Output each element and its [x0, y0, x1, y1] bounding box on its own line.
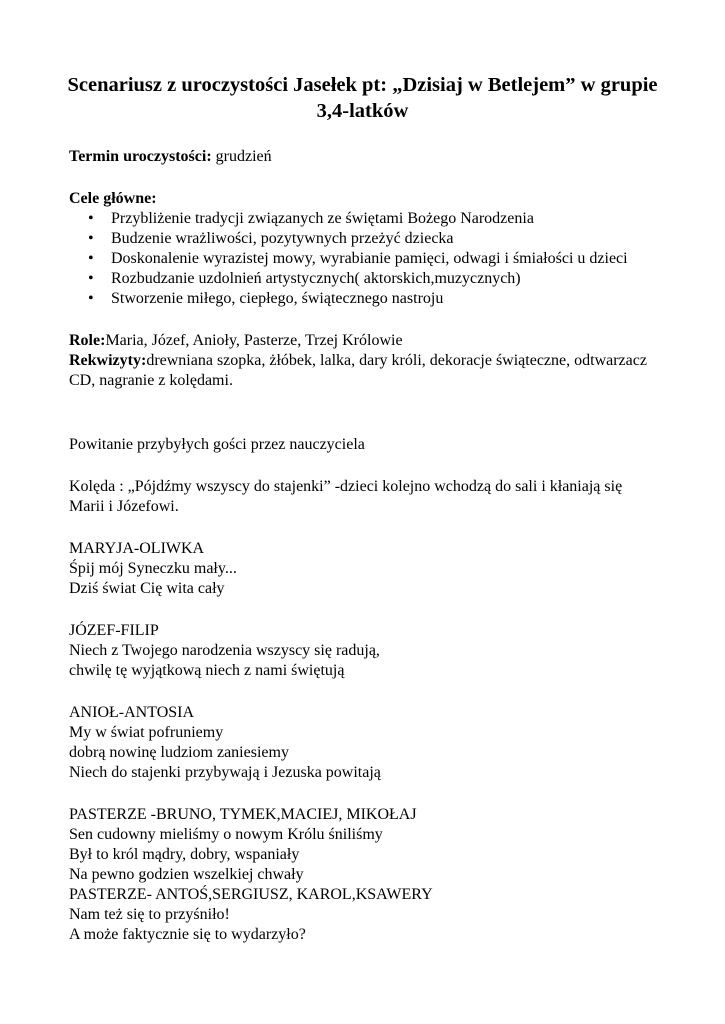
- list-item: • Przybliżenie tradycji związanych ze świętami Bożego Narodzenia: [69, 209, 659, 229]
- rekwizyty-label: Rekwizyty:: [69, 352, 147, 369]
- verse-line: Niech z Twojego narodzenia wszyscy się radują,: [69, 642, 380, 659]
- document-body: [69, 147, 659, 945]
- verse-line: Na pewno godzien wszelkiej chwały: [69, 866, 304, 883]
- verse-line: Śpij mój Syneczku mały...: [69, 560, 237, 577]
- list-item: • Rozbudzanie uzdolnień artystycznych( aktorskich,muzycznych): [69, 269, 659, 289]
- verse-line: dobrą nowinę ludziom zaniesiemy: [69, 744, 289, 761]
- verse-line: My w świat pofruniemy: [69, 724, 224, 741]
- termin-label: Termin uroczystości:: [69, 148, 212, 165]
- termin-line: [69, 147, 659, 167]
- role-line: [69, 331, 659, 351]
- verse-line: Dziś świat Cię wita cały: [69, 580, 225, 597]
- cele-heading: Cele główne:: [69, 190, 157, 207]
- list-item: • Stworzenie miłego, ciepłego, świątecznego nastroju: [69, 289, 659, 309]
- role-value: Maria, Józef, Anioły, Pasterze, Trzej Królowie: [105, 332, 403, 349]
- speaker-name: PASTERZE- ANTOŚ,SERGIUSZ, KAROL,KSAWERY: [69, 886, 433, 903]
- rekwizyty-line: [69, 351, 659, 391]
- verse-line: Sen cudowny mieliśmy o nowym Królu śniliśmy: [69, 826, 383, 843]
- verse-line: A może faktycznie się to wydarzyło?: [69, 926, 306, 943]
- verse-line: Był to król mądry, dobry, wspaniały: [69, 846, 300, 863]
- termin-value: grudzień: [211, 148, 272, 165]
- powitanie-line: Powitanie przybyłych gości przez nauczyciela: [69, 436, 365, 453]
- verse-line: chwilę tę wyjątkową niech z nami świętują: [69, 662, 345, 679]
- list-item: • Budzenie wrażliwości, pozytywnych przeżyć dziecka: [69, 229, 659, 249]
- speaker-name: JÓZEF-FILIP: [69, 622, 159, 639]
- speaker-name: ANIOŁ-ANTOSIA: [69, 704, 195, 721]
- speaker-name: MARYJA-OLIWKA: [69, 540, 205, 557]
- speaker-name: PASTERZE -BRUNO, TYMEK,MACIEJ, MIKOŁAJ: [69, 806, 417, 823]
- rekwizyty-value: drewniana szopka, żłóbek, lalka, dary króli, dekoracje świąteczne, odtwarzacz CD, nagranie z kolędami.: [69, 352, 647, 389]
- cele-list: [69, 209, 659, 309]
- list-item: • Doskonalenie wyrazistej mowy, wyrabianie pamięci, odwagi i śmiałości u dzieci: [69, 249, 659, 269]
- role-label: Role:: [69, 332, 106, 349]
- koleda-line: Kolęda : „Pójdźmy wszyscy do stajenki” -dzieci kolejno wchodzą do sali i kłaniają się Marii i Józefowi.: [69, 478, 623, 515]
- document-title: Scenariusz z uroczystości Jasełek pt: „Dzisiaj w Betlejem” w grupie 3,4-latków: [67, 74, 658, 122]
- verse-line: Niech do stajenki przybywają i Jezuska powitają: [69, 764, 381, 781]
- verse-line: Nam też się to przyśniło!: [69, 906, 230, 923]
